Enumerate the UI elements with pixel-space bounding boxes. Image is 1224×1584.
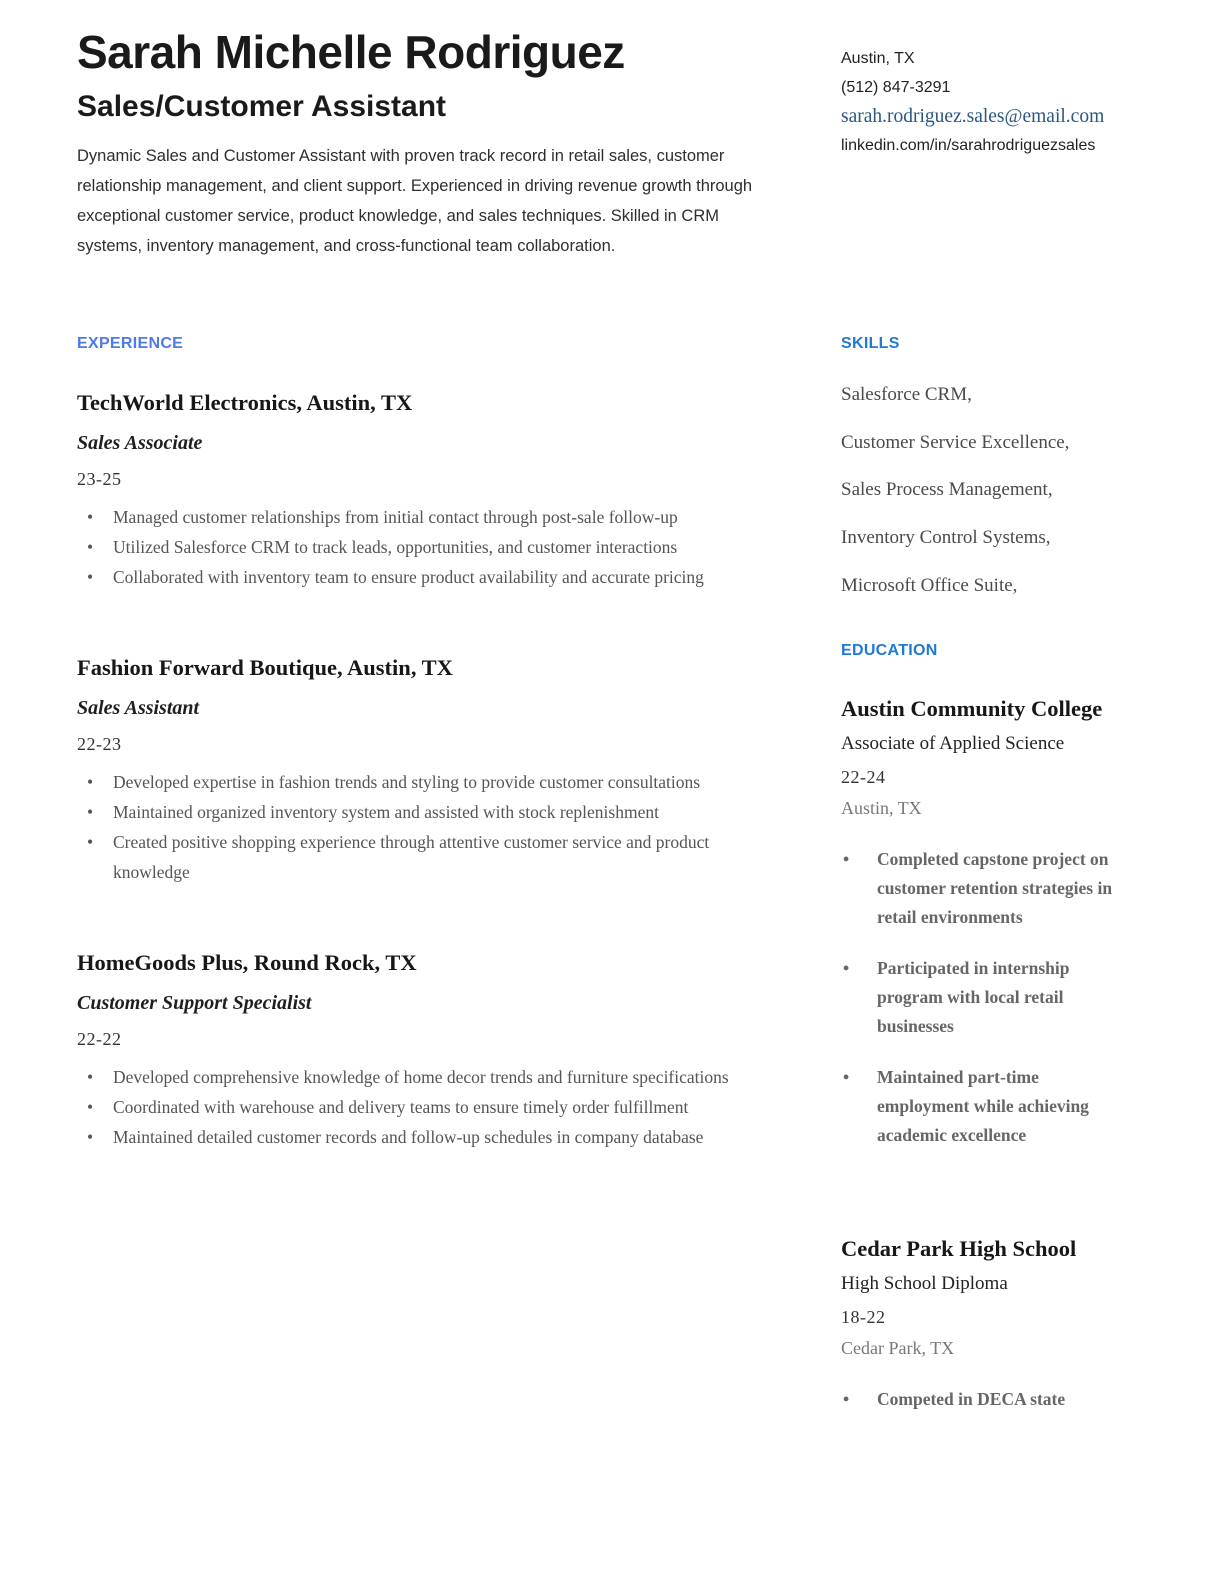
experience-section: [77, 335, 781, 1436]
school-location: Austin, TX: [841, 797, 922, 818]
school-degree: Associate of Applied Science: [841, 732, 1065, 754]
school-bullet: • Competed in DECA state: [841, 1385, 1113, 1414]
skills-list: [841, 383, 1113, 598]
school-entry: [841, 694, 1113, 1150]
job-bullet: • Created positive shopping experience through attentive customer service and product knowledge: [77, 827, 781, 887]
job-bullet: • Coordinated with warehouse and delivery teams to ensure timely order fulfillment: [77, 1092, 781, 1122]
education-heading: EDUCATION: [841, 641, 938, 659]
person-job-title: Sales/Customer Assistant: [77, 89, 447, 123]
job-dates: 23-25: [77, 469, 122, 490]
job-company: TechWorld Electronics, Austin, TX: [77, 389, 413, 415]
skill-item: Sales Process Management,: [841, 479, 1053, 501]
contact-phone: (512) 847-3291: [841, 79, 951, 96]
school-location: Cedar Park, TX: [841, 1337, 955, 1358]
school-bullet: • Maintained part-time employment while achieving academic excellence: [841, 1063, 1113, 1150]
school-bullet: • Participated in internship program with local retail businesses: [841, 954, 1113, 1041]
skill-item: Salesforce CRM,: [841, 383, 972, 405]
job-role: Sales Assistant: [77, 697, 200, 720]
job-bullet: • Maintained organized inventory system and assisted with stock replenishment: [77, 797, 781, 827]
job-entry: [77, 654, 781, 887]
school-dates: 18-22: [841, 1306, 886, 1327]
contact-location: Austin, TX: [841, 50, 915, 67]
experience-heading: EXPERIENCE: [77, 334, 184, 352]
contact-linkedin-link[interactable]: linkedin.com/in/sarahrodriguezsales: [841, 137, 1096, 154]
job-role: Sales Associate: [77, 432, 203, 455]
job-bullet: • Maintained detailed customer records and follow-up schedules in company database: [77, 1122, 781, 1152]
resume-grid: [77, 26, 1224, 1436]
school-bullet-list: [841, 1385, 1113, 1414]
school-entry: [841, 1234, 1113, 1414]
job-company: HomeGoods Plus, Round Rock, TX: [77, 950, 417, 976]
school-name: Cedar Park High School: [841, 1235, 1077, 1261]
skill-item: Inventory Control Systems,: [841, 527, 1051, 549]
school-name: Austin Community College: [841, 695, 1103, 721]
contact-block: [841, 26, 1113, 261]
school-bullet: • Completed capstone project on customer retention strategies in retail environments: [841, 845, 1113, 932]
job-bullet: • Utilized Salesforce CRM to track leads, opportunities, and customer interactions: [77, 532, 781, 562]
job-company: Fashion Forward Boutique, Austin, TX: [77, 655, 453, 681]
contact-email-link[interactable]: sarah.rodriguez.sales@email.com: [841, 106, 1105, 127]
job-bullet-list: [77, 767, 781, 887]
job-bullet: • Developed comprehensive knowledge of home decor trends and furniture specifications: [77, 1062, 781, 1092]
skills-heading: SKILLS: [841, 334, 900, 352]
sidebar: [841, 335, 1113, 1436]
job-bullet-list: [77, 502, 781, 592]
job-bullet-list: [77, 1062, 781, 1152]
summary-paragraph: Dynamic Sales and Customer Assistant with proven track record in retail sales, customer relationship management, and client support. Experienced in driving revenue growth through exceptional customer service, product knowledge, and sales techniques. Skilled in CRM systems, inventory management, and cross-functional team collaboration.: [77, 146, 753, 255]
job-entry: [77, 949, 781, 1152]
job-dates: 22-23: [77, 734, 122, 755]
person-name: Sarah Michelle Rodriguez: [77, 26, 625, 78]
job-role: Customer Support Specialist: [77, 992, 312, 1015]
school-degree: High School Diploma: [841, 1272, 1008, 1294]
skill-item: Microsoft Office Suite,: [841, 574, 1018, 596]
resume-header: [77, 26, 781, 261]
job-dates: 22-22: [77, 1029, 122, 1050]
job-bullet: • Managed customer relationships from initial contact through post-sale follow-up: [77, 502, 781, 532]
job-bullet: • Developed expertise in fashion trends and styling to provide customer consultations: [77, 767, 781, 797]
skill-item: Customer Service Excellence,: [841, 431, 1070, 453]
job-entry: [77, 389, 781, 592]
job-bullet: • Collaborated with inventory team to ensure product availability and accurate pricing: [77, 562, 781, 592]
school-bullet-list: [841, 845, 1113, 1150]
school-dates: 22-24: [841, 766, 886, 787]
